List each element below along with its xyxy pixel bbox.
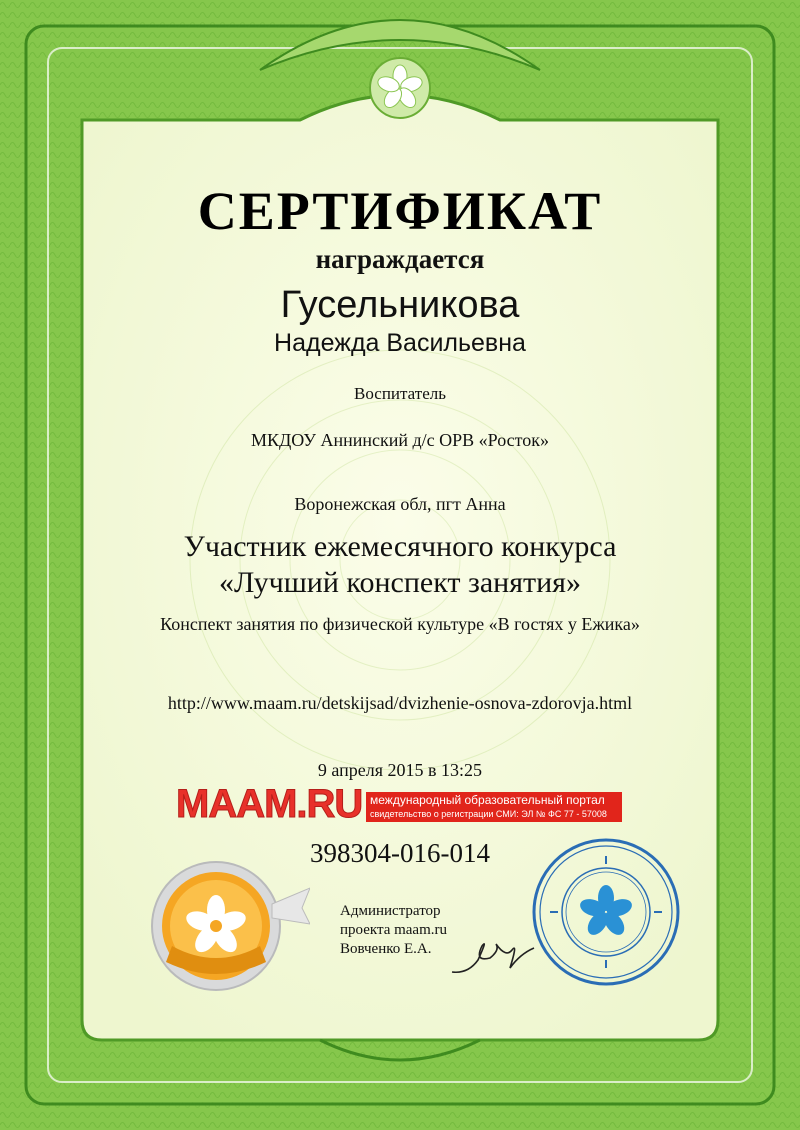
recipient-given-names: Надежда Васильевна: [274, 329, 526, 357]
maam-logo: [176, 782, 626, 828]
recipient-position: Воспитатель: [354, 384, 446, 403]
work-url: http://www.maam.ru/detskijsad/dvizhenie-osnova-zdorovja.html: [167, 693, 633, 713]
recipient-organization: МКДОУ Аннинский д/с ОРВ «Росток»: [250, 430, 550, 450]
certificate-date: 9 апреля 2015 в 13:25: [317, 760, 483, 780]
admin-name: Вовченко Е.А.: [340, 941, 432, 957]
recipient-region: Воронежская обл, пгт Анна: [294, 494, 506, 514]
admin-project: проекта maam.ru: [340, 922, 447, 938]
admin-title: Администратор: [340, 903, 441, 919]
participant-line-2: «Лучший конспект занятия»: [219, 566, 581, 599]
work-title: Конспект занятия по физической культуре «В гостях у Ежика»: [160, 614, 640, 634]
flower-icon: [578, 885, 634, 939]
awarded-label: награждается: [315, 244, 485, 274]
admin-signature-block: [340, 902, 447, 959]
participant-medal: [142, 848, 310, 998]
logo-registration: свидетельство о регистрации СМИ: ЭЛ № ФС 77 - 57008: [370, 809, 607, 819]
seal-icon: [528, 834, 684, 990]
logo-wordmark: MAAM.RU: [176, 782, 363, 826]
flower-icon: [370, 58, 430, 118]
handwritten-signature: [448, 928, 538, 978]
participant-line-1: Участник ежемесячного конкурса: [183, 530, 617, 563]
logo-tagline: международный образовательный портал: [370, 793, 605, 807]
certificate-title: СЕРТИФИКАТ: [197, 181, 603, 241]
logo-tagline-bar: [366, 792, 622, 822]
recipient-surname: Гусельникова: [280, 284, 520, 326]
serial-number: 398304-016-014: [310, 838, 490, 868]
